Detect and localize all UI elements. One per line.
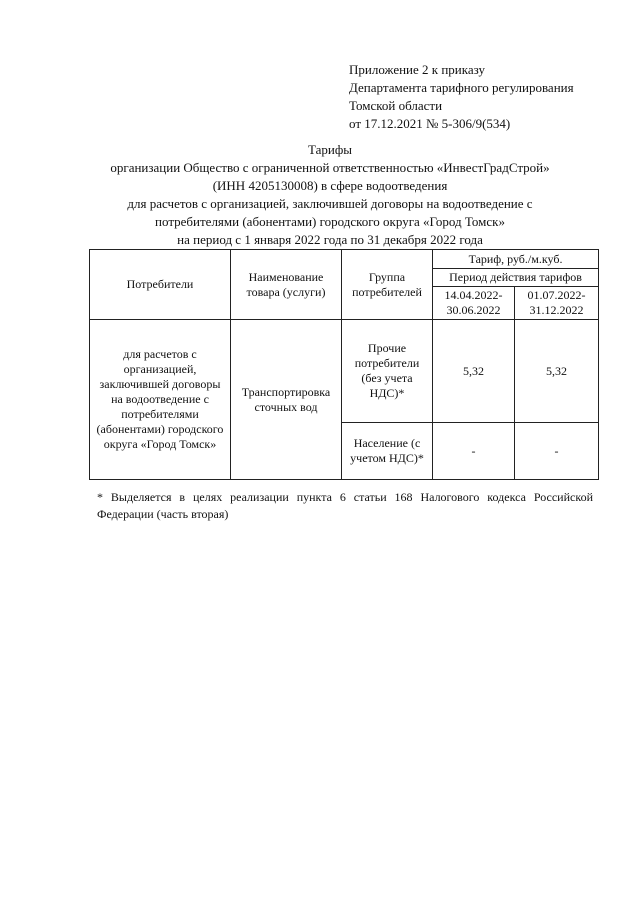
header-period-1: 14.04.2022-30.06.2022 (433, 287, 515, 320)
appendix-line-3: Томской области (349, 98, 443, 113)
footnote: * Выделяется в целях реализации пункта 6 статьи 168 Налогового кодекса Российской Федерации (часть вторая) (97, 490, 593, 521)
table-header-row (90, 250, 599, 269)
document-title: Тарифы (307, 142, 352, 157)
document-heading (80, 141, 580, 249)
cell-consumer: для расчетов с организацией, заключившей договоры на водоотведение с потребителями (абонентами) городского округа «Город Томск» (90, 320, 231, 480)
table-row (90, 320, 599, 423)
heading-line-4: потребителями (абонентами) городского округа «Город Томск» (155, 214, 505, 229)
header-product: Наименование товара (услуги) (231, 250, 342, 320)
heading-line-1: организации Общество с ограниченной ответственностью «ИнвестГрадСтрой» (110, 160, 550, 175)
header-period-2: 01.07.2022-31.12.2022 (515, 287, 599, 320)
cell-product: Транспортировка сточных вод (231, 320, 342, 480)
appendix-line-1: Приложение 2 к приказу (349, 62, 486, 77)
header-tariff: Тариф, руб./м.куб. (433, 250, 599, 269)
cell-tariff-value: 5,32 (515, 320, 599, 423)
cell-group: Население (с учетом НДС)* (342, 423, 433, 480)
tariff-table (89, 249, 599, 480)
cell-tariff-value: 5,32 (433, 320, 515, 423)
appendix-line-2: Департамента тарифного регулирования (349, 80, 574, 95)
header-group: Группа потребителей (342, 250, 433, 320)
header-consumers: Потребители (90, 250, 231, 320)
heading-line-3: для расчетов с организацией, заключившей договоры на водоотведение с (127, 196, 533, 211)
cell-tariff-value: - (515, 423, 599, 480)
appendix-order-date: от 17.12.2021 № 5-306/9(534) (349, 116, 511, 131)
cell-group: Прочие потребители (без учета НДС)* (342, 320, 433, 423)
appendix-block (349, 61, 574, 133)
heading-line-2: (ИНН 4205130008) в сфере водоотведения (212, 178, 448, 193)
heading-line-5: на период с 1 января 2022 года по 31 декабря 2022 года (177, 232, 483, 247)
cell-tariff-value: - (433, 423, 515, 480)
header-period: Период действия тарифов (433, 269, 599, 287)
